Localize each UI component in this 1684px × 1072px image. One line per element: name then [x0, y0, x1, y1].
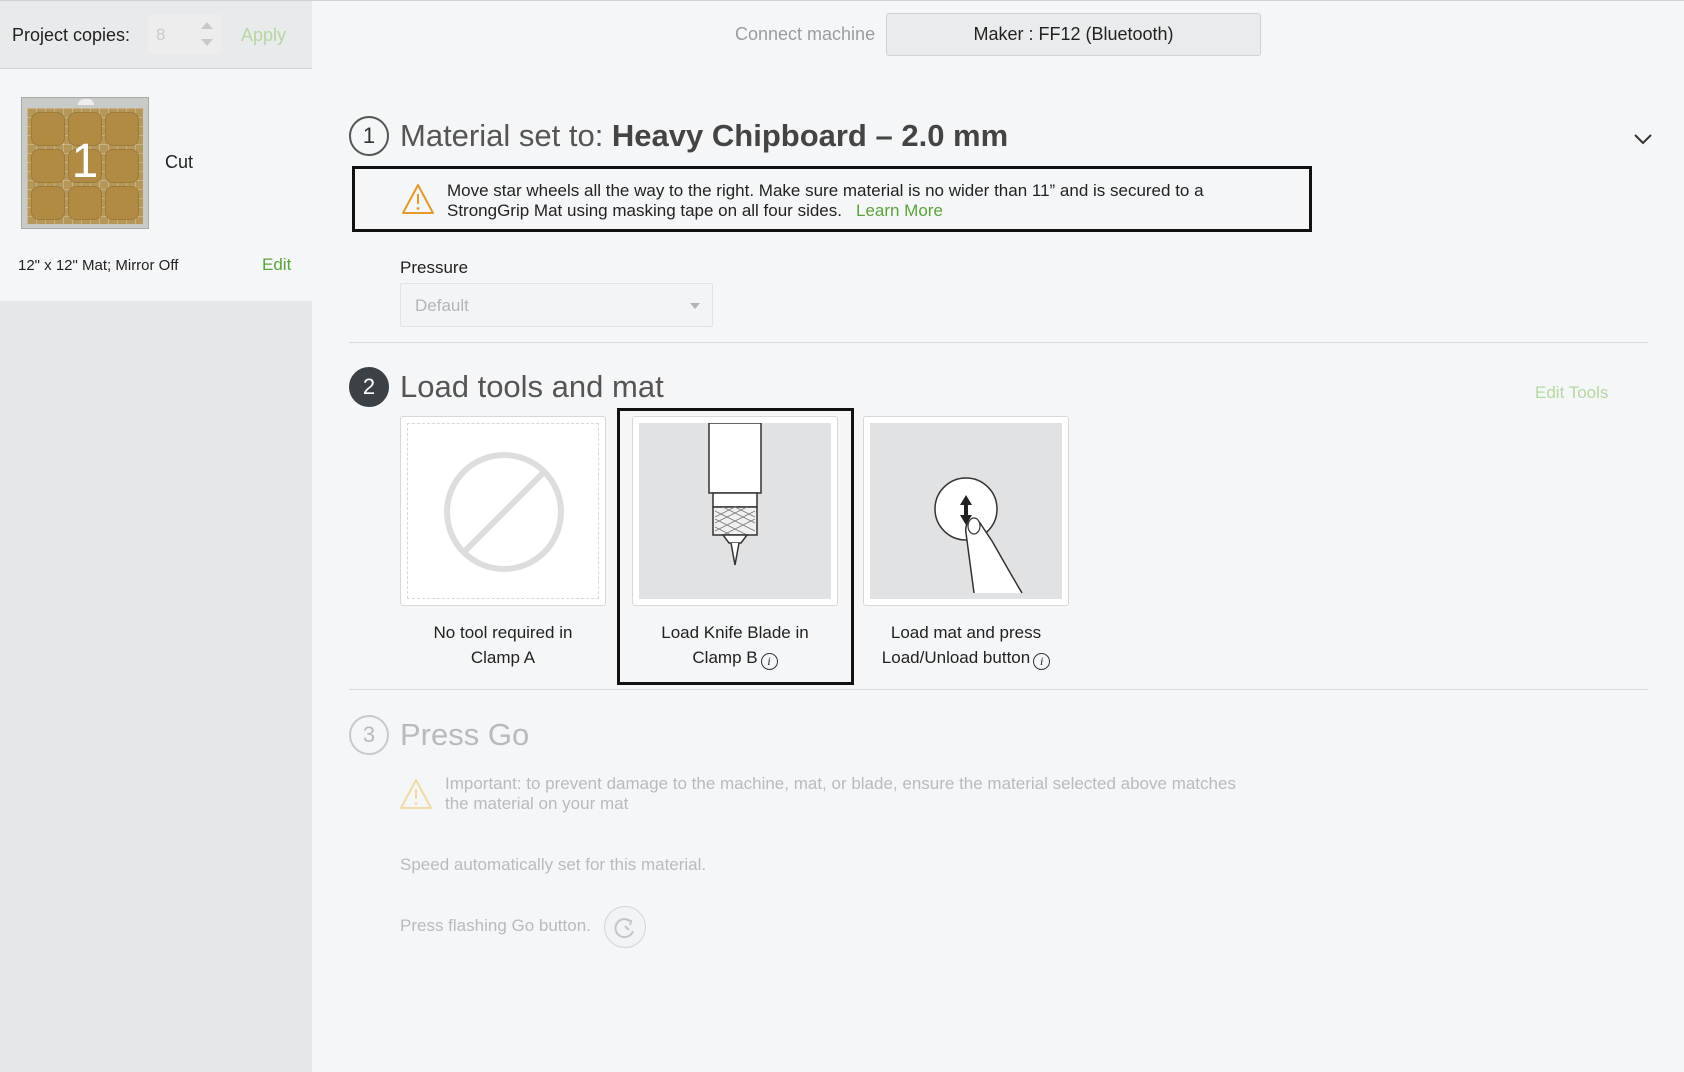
warning-icon [399, 778, 433, 810]
tool-caption-line: Clamp A [470, 648, 536, 667]
tool-caption-line: Load/Unload button [881, 648, 1031, 667]
pressure-label: Pressure [400, 258, 469, 277]
info-icon[interactable]: i [1033, 653, 1050, 670]
pressure-select[interactable] [400, 283, 713, 327]
material-name: Heavy Chipboard – 2.0 mm [611, 118, 1009, 153]
mat-thumbnail[interactable] [21, 97, 149, 229]
tool-card-art [870, 423, 1062, 599]
step-1-title [400, 118, 1008, 154]
warning-icon [401, 183, 435, 215]
important-warning-text: Important: to prevent damage to the machine, mat, or blade, ensure the material selected above matches the material on your mat [445, 774, 1236, 813]
mat-edit-link[interactable]: Edit [262, 255, 292, 274]
load-unload-button-icon [870, 423, 1062, 599]
divider [349, 342, 1648, 343]
tool-caption-line: No tool required in [433, 623, 573, 642]
project-copies-input[interactable] [148, 14, 221, 54]
tool-card-art [407, 423, 599, 599]
copies-stepper[interactable] [201, 20, 215, 48]
tool-caption-line: Load Knife Blade in [661, 623, 809, 642]
project-copies-bar [0, 1, 312, 69]
speed-info-text: Speed automatically set for this material. [400, 855, 707, 874]
mat-tile [68, 186, 102, 220]
step-2-title: Load tools and mat [400, 369, 664, 404]
caret-down-icon [690, 303, 700, 309]
tool-caption-line: Clamp B [692, 648, 758, 667]
step-3-title: Press Go [400, 717, 530, 752]
divider [349, 689, 1648, 690]
press-go-text: Press flashing Go button. [400, 916, 591, 935]
mat-tile [105, 186, 139, 220]
info-icon[interactable]: i [761, 653, 778, 670]
sidebar [0, 1, 312, 1072]
warning-message: Move star wheels all the way to the right. Make sure material is no wider than 11” and is secured to a StrongGrip Mat using masking tape on all four sides. [447, 181, 1204, 220]
warning-box [352, 166, 1312, 232]
pressure-value: Default [415, 296, 469, 315]
tool-caption-clamp-a [400, 620, 606, 670]
mat-tile [31, 186, 65, 220]
connect-machine-label: Connect machine [735, 24, 876, 44]
step-2-badge: 2 [349, 367, 389, 407]
apply-button[interactable]: Apply [241, 25, 287, 45]
edit-tools-link[interactable]: Edit Tools [1535, 383, 1609, 402]
tool-caption-line-with-info [863, 645, 1069, 670]
selected-card-highlight [617, 408, 854, 685]
mat-description: 12" x 12" Mat; Mirror Off [18, 257, 179, 274]
step-1-title-prefix: Material set to: [400, 118, 612, 153]
tool-caption-load-mat [863, 620, 1069, 670]
mat-operation-label: Cut [165, 152, 194, 172]
chevron-down-icon[interactable] [201, 39, 213, 46]
chevron-up-icon[interactable] [201, 22, 213, 29]
go-icon [605, 907, 647, 949]
warning-text [447, 181, 1277, 221]
mat-number: 1 [71, 135, 99, 188]
machine-select-button[interactable]: Maker : FF12 (Bluetooth) [886, 13, 1261, 56]
mat-panel [0, 69, 312, 301]
mat-tab [78, 99, 94, 105]
chevron-down-icon[interactable] [1632, 128, 1654, 150]
tool-card-clamp-a[interactable] [400, 416, 606, 606]
go-button[interactable] [604, 906, 646, 948]
learn-more-link[interactable]: Learn More [855, 201, 943, 220]
mat-preview [27, 108, 143, 224]
project-copies-value: 8 [156, 25, 166, 44]
project-copies-label: Project copies: [12, 25, 131, 45]
step-1-badge: 1 [349, 116, 389, 156]
tool-caption-line: Load mat and press [890, 623, 1042, 642]
step-3-badge: 3 [349, 715, 389, 755]
tool-card-load-mat[interactable] [863, 416, 1069, 606]
no-tool-icon [408, 424, 600, 600]
